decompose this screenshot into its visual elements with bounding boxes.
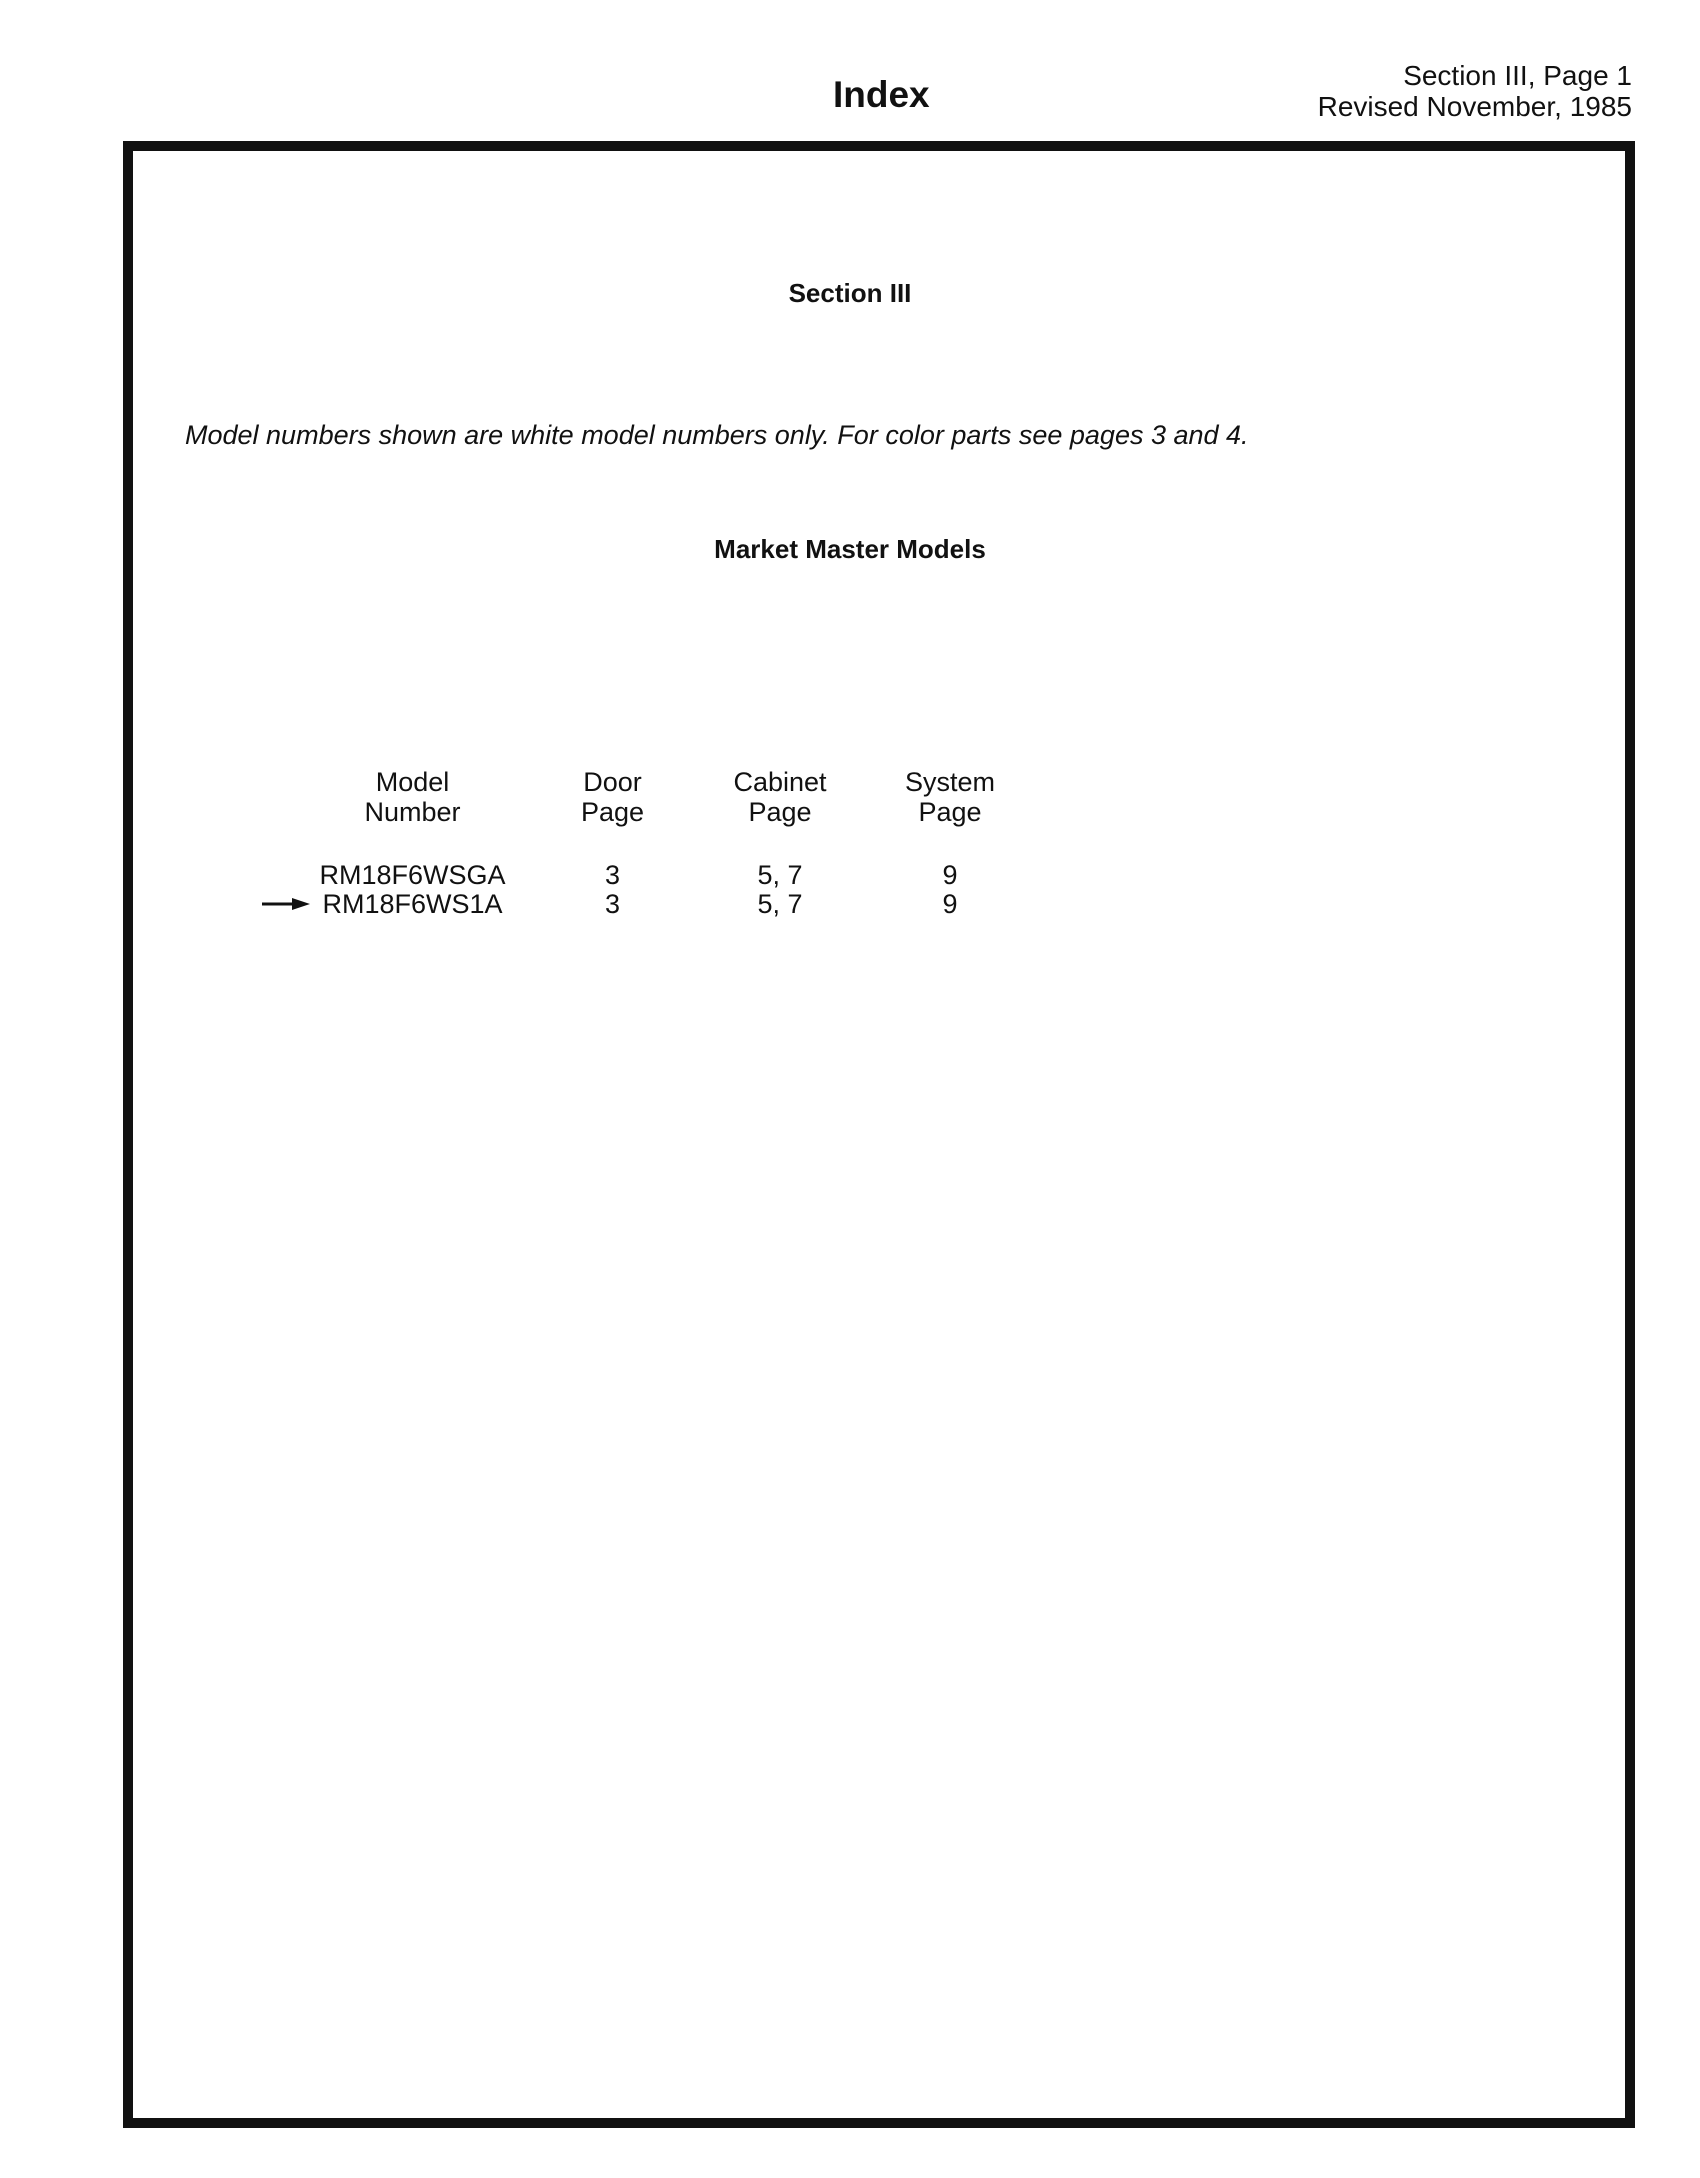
color-parts-note: Model numbers shown are white model numbers only. For color parts see pages 3 and 4.	[185, 420, 1249, 450]
header-cabinet-page	[700, 767, 860, 827]
models-subheading	[0, 534, 1700, 565]
revision-date: Revised November, 1985	[1317, 91, 1632, 122]
section-page-label: Section III, Page 1	[1403, 60, 1632, 91]
page-reference	[1318, 60, 1632, 122]
row-2-system-page: 9	[942, 889, 958, 919]
header-door-page	[550, 767, 675, 827]
header-line: Page	[580, 797, 645, 827]
row-1-door-page: 3	[604, 860, 621, 890]
row-2-model: RM18F6WS1A	[322, 889, 503, 919]
header-line: Page	[748, 797, 812, 827]
header-model-number	[285, 767, 540, 827]
row-2-cabinet-page: 5, 7	[757, 889, 803, 919]
header-line: Model	[375, 767, 450, 797]
row-1-cabinet-page: 5, 7	[757, 860, 803, 890]
page-title: Index	[833, 74, 930, 115]
row-2-door-page: 3	[604, 889, 621, 919]
header-line: Page	[918, 797, 982, 827]
section-heading	[0, 278, 1700, 309]
row-1-model: RM18F6WSGA	[319, 860, 506, 890]
header-line: Number	[364, 797, 461, 827]
models-subheading-text: Market Master Models	[714, 534, 986, 564]
section-heading-text: Section III	[788, 278, 912, 308]
row-1-system-page: 9	[942, 860, 958, 890]
header-line: System	[904, 767, 996, 797]
header-line: Cabinet	[733, 767, 827, 797]
header-system-page	[880, 767, 1020, 827]
header-line: Door	[583, 767, 642, 797]
